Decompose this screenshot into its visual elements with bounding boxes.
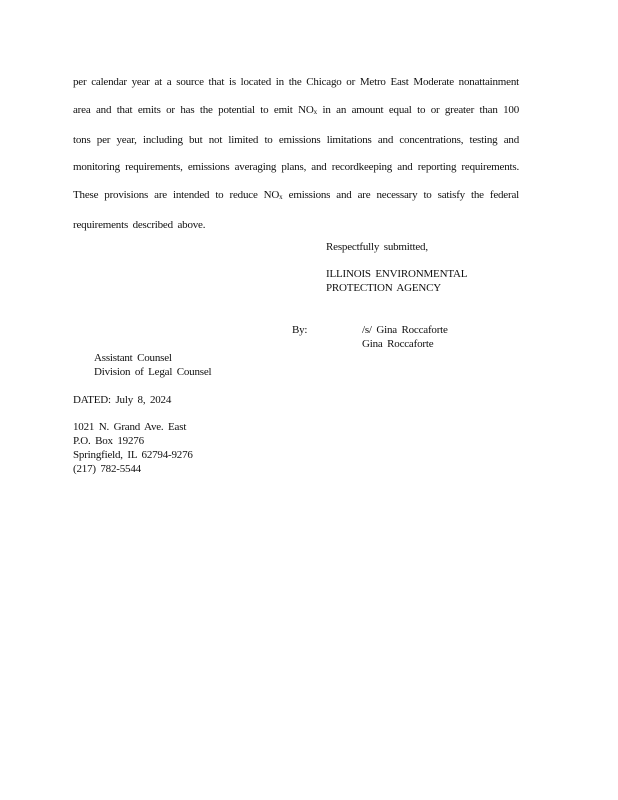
address-block (73, 420, 193, 476)
electronic-signature: /s/ Gina Roccaforte (362, 324, 448, 336)
agency-name-block (326, 267, 467, 295)
paragraph-text-part-3: emissions and are necessary to satisfy the federal requirements described above. (73, 189, 519, 231)
nox-subscript-1: x (313, 107, 318, 116)
address-po-box: P.O. Box 19276 (73, 435, 144, 447)
signature-block (362, 323, 448, 351)
paragraph-text-part-1: per calendar year at a source that is located in the Chicago or Metro East Moderate nonattainment area and that emits or has the potential to emit NO (73, 76, 519, 116)
signer-title: Assistant Counsel (94, 352, 172, 364)
respectfully-submitted: Respectfully submitted, (326, 241, 428, 253)
nox-subscript-2: x (279, 193, 283, 202)
body-paragraph (73, 69, 519, 240)
agency-name-line-1: ILLINOIS ENVIRONMENTAL (326, 268, 468, 280)
signer-title-block (94, 351, 211, 379)
signer-name: Gina Roccaforte (362, 338, 434, 350)
address-city: Springfield, IL 62794-9276 (73, 449, 193, 461)
by-label: By: (292, 324, 308, 336)
paragraph-text-part-2: in an amount equal to or greater than 100 tons per year, including but not limited to emissions limitations and concentrations, testing and monitoring requirements, emissions averaging plans, and recordkeeping and reporting requirements. These provisions are intended to reduce NO (73, 103, 519, 202)
agency-name-line-2: PROTECTION AGENCY (326, 282, 442, 294)
signer-division: Division of Legal Counsel (94, 366, 212, 378)
address-street: 1021 N. Grand Ave. East (73, 421, 187, 433)
dated-line: DATED: July 8, 2024 (73, 394, 172, 406)
address-phone: (217) 782-5544 (73, 463, 141, 475)
